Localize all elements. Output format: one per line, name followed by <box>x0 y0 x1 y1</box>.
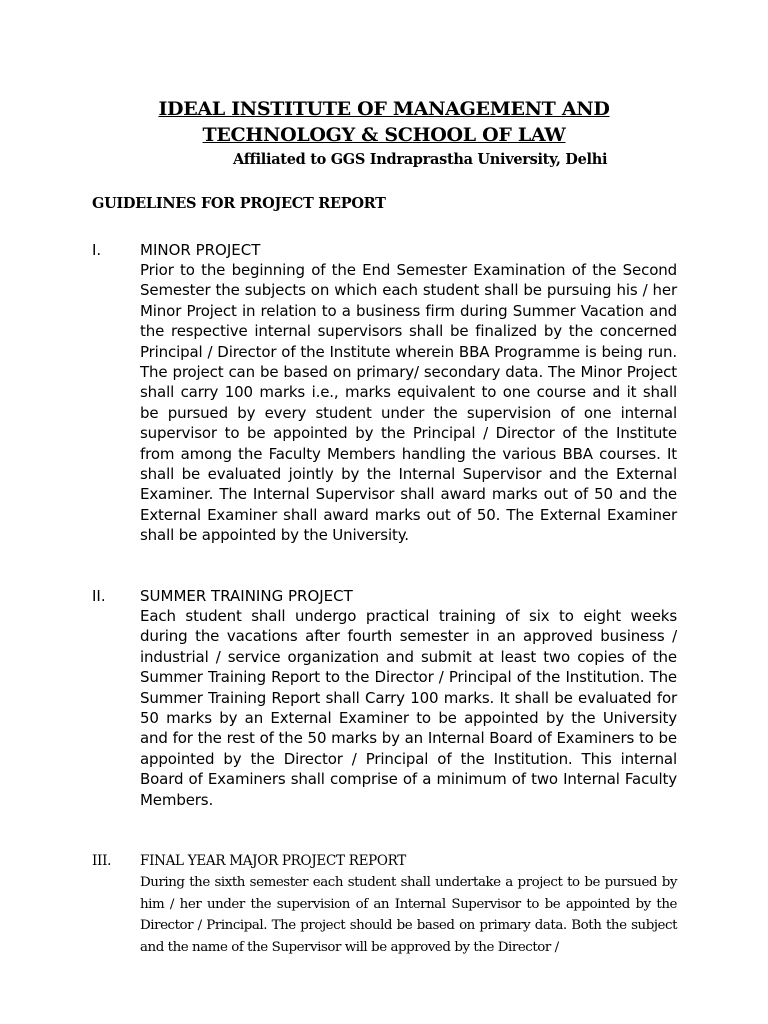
section-body-minor-project: Prior to the beginning of the End Semester Examination of the Second Semester the subjects on which each student shall be pursuing his / her Minor Project in relation to a business firm during Summer Vacation and the respective internal supervisors shall be finalized by the concerned Principal / Director of the Institute wherein BBA Programme is being run. The project can be based on primary/ secondary data. The Minor Project shall carry 100 marks i.e., marks equivalent to one course and it shall be pursued by every student under the supervision of one internal supervisor to be appointed by the Principal / Director of the Institute from among the Faculty Members handling the various BBA courses. It shall be evaluated jointly by the Internal Supervisor and the External Examiner. The Internal Supervisor shall award marks out of 50 and the External Examiner shall award marks out of 50. The External Examiner shall be appointed by the University. <box>140 261 677 545</box>
section-title-minor-project: MINOR PROJECT <box>140 241 261 259</box>
section-title-major-project: FINAL YEAR MAJOR PROJECT REPORT <box>140 853 407 869</box>
section-number-2: II. <box>92 587 106 605</box>
section-body-summer-training: Each student shall undergo practical training of six to eight weeks during the vacations after fourth semester in an approved business / industrial / service organization and submit at least two copies of the Summer Training Report to the Director / Principal of the Institution. The Summer Training Report shall Carry 100 marks. It shall be evaluated for 50 marks by an External Examiner to be appointed by the University and for the rest of the 50 marks by an Internal Board of Examiners to be appointed by the Director / Principal of the Institution. This internal Board of Examiners shall comprise of a minimum of two Internal Faculty Members. <box>140 607 677 809</box>
section-body-major-project: During the sixth semester each student shall undertake a project to be pursued by him / her under the supervision of an Internal Supervisor to be appointed by the Director / Principal. The project should be based on primary data. Both the subject and the name of the Supervisor will be approved by the Director / <box>140 875 677 955</box>
affiliation-line: Affiliated to GGS Indraprastha University, Delhi <box>233 151 608 168</box>
document-heading: GUIDELINES FOR PROJECT REPORT <box>92 195 386 212</box>
section-number-3: III. <box>92 853 112 869</box>
institute-title-line-2: TECHNOLOGY & SCHOOL OF LAW <box>202 124 566 146</box>
institute-title-line-1: IDEAL INSTITUTE OF MANAGEMENT AND <box>158 98 610 120</box>
section-number-1: I. <box>92 241 102 259</box>
section-title-summer-training: SUMMER TRAINING PROJECT <box>140 587 353 605</box>
